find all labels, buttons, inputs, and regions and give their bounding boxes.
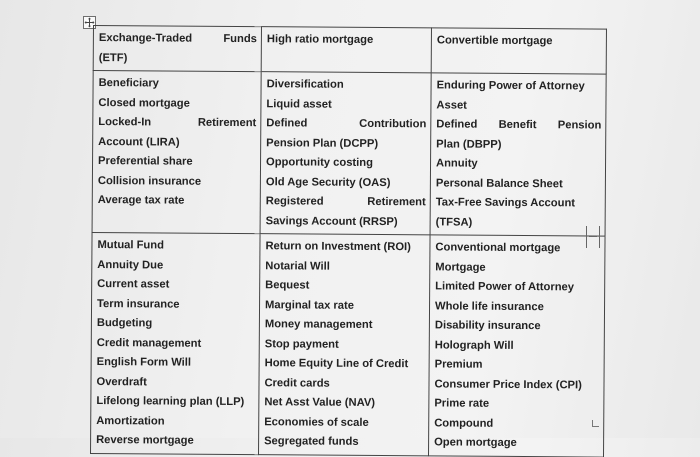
- table-resize-handle-icon[interactable]: [592, 420, 599, 427]
- cell-line: Disability insurance: [434, 319, 541, 333]
- cell-line: High ratio mortgage: [266, 33, 374, 46]
- table-row-block1: [92, 71, 606, 237]
- cell-line: Overdraft: [96, 375, 147, 388]
- cell-line: Net Asst Value (NAV): [264, 396, 376, 409]
- cell-line: Lifelong learning plan (LLP): [96, 395, 245, 409]
- cell-block1-col1[interactable]: [92, 71, 261, 234]
- cell-block2-col1[interactable]: [91, 232, 261, 454]
- cell-line: Credit cards: [264, 376, 330, 390]
- cell-line: Amortization: [96, 414, 165, 428]
- cell-word: Retirement: [367, 195, 426, 209]
- cell-line: Diversification: [266, 78, 344, 91]
- cell-line: Beneficiary: [98, 77, 159, 90]
- cell-line: Conventional mortgage: [435, 241, 561, 255]
- cell-line: Stop payment: [264, 337, 339, 351]
- cell-line: Account (LIRA): [98, 135, 180, 149]
- cell-line: [99, 29, 257, 50]
- cell-line: Bequest: [265, 279, 310, 292]
- cell-line: Annuity: [436, 157, 478, 170]
- cell-line: Money management: [264, 318, 373, 331]
- cell-line: [266, 114, 426, 135]
- table-row-block2: [91, 232, 606, 456]
- cell-line: Tax-Free Savings Account: [435, 196, 576, 210]
- cell-line: Annuity Due: [97, 258, 164, 271]
- cell-line: Personal Balance Sheet: [435, 176, 563, 190]
- cell-line: Mutual Fund: [97, 239, 165, 252]
- cell-word: Registered: [265, 195, 324, 208]
- cell-line: Whole life insurance: [435, 299, 544, 313]
- cell-line: Consumer Price Index (CPI): [434, 377, 582, 391]
- cell-block2-col3[interactable]: [429, 235, 606, 457]
- cell-word: Exchange-Traded: [98, 32, 193, 45]
- cell-line: Open mortgage: [434, 436, 517, 449]
- cell-line: Enduring Power of Attorney: [436, 79, 585, 93]
- table-row-header: [93, 26, 606, 75]
- cell-line: Asset: [436, 98, 467, 112]
- cell-line: Old Age Security (OAS): [265, 175, 391, 189]
- cell-line: Average tax rate: [97, 194, 185, 207]
- cell-line: Liquid asset: [266, 97, 332, 111]
- terms-table[interactable]: [90, 25, 607, 457]
- cell-etf[interactable]: [93, 26, 261, 72]
- cell-word: Pension: [557, 119, 602, 132]
- cell-line: Compound: [434, 416, 494, 430]
- cell-line: Reverse mortgage: [96, 434, 194, 447]
- cell-line: [436, 115, 601, 136]
- cell-line: Marginal tax rate: [265, 298, 355, 312]
- cell-word: Contribution: [359, 117, 427, 131]
- cell-line: Limited Power of Attorney: [435, 280, 575, 294]
- cell-high-ratio-mortgage[interactable]: [261, 27, 431, 73]
- cell-block2-col2[interactable]: [259, 234, 431, 456]
- cell-word: Retirement: [197, 116, 257, 130]
- cell-line: (TFSA): [435, 215, 473, 229]
- cell-line: Economies of scale: [264, 415, 369, 429]
- cell-word: Defined: [266, 117, 308, 130]
- cell-line: Plan (DBPP): [436, 137, 502, 151]
- cell-line: Term insurance: [97, 297, 180, 311]
- cell-line: Collision insurance: [97, 174, 202, 188]
- cell-line: Prime rate: [434, 397, 490, 410]
- cell-block1-col2[interactable]: [260, 72, 431, 235]
- cell-line: Holograph Will: [434, 338, 514, 352]
- cell-line: Opportunity costing: [266, 156, 373, 169]
- cell-word: Benefit: [498, 118, 537, 132]
- cell-convertible-mortgage[interactable]: [431, 28, 606, 74]
- cell-line: Budgeting: [96, 317, 153, 330]
- cell-line: Notarial Will: [265, 259, 330, 273]
- cell-line: (ETF): [98, 51, 128, 64]
- column-resize-cursor-icon[interactable]: [586, 226, 600, 248]
- cell-line: Credit management: [96, 336, 202, 350]
- cell-line: [266, 192, 426, 213]
- cell-line: [98, 113, 256, 134]
- cell-line: Savings Account (RRSP): [265, 214, 398, 228]
- cell-line: Segregated funds: [264, 435, 359, 448]
- cell-block1-col3[interactable]: [430, 73, 606, 236]
- cell-line: Home Equity Line of Credit: [264, 357, 409, 371]
- cell-word: Funds: [223, 32, 257, 46]
- cell-line: English Form Will: [96, 356, 192, 369]
- cell-line: Preferential share: [98, 155, 193, 168]
- cell-line: Premium: [434, 358, 483, 371]
- cell-word: Defined: [436, 118, 478, 131]
- cell-line: Convertible mortgage: [436, 34, 553, 48]
- cell-line: Mortgage: [435, 260, 486, 274]
- cell-line: Pension Plan (DCPP): [266, 136, 379, 150]
- cell-line: Closed mortgage: [98, 96, 190, 110]
- cell-line: Current asset: [97, 278, 170, 291]
- cell-line: Return on Investment (ROI): [265, 240, 411, 254]
- cell-word: Locked-In: [98, 116, 152, 129]
